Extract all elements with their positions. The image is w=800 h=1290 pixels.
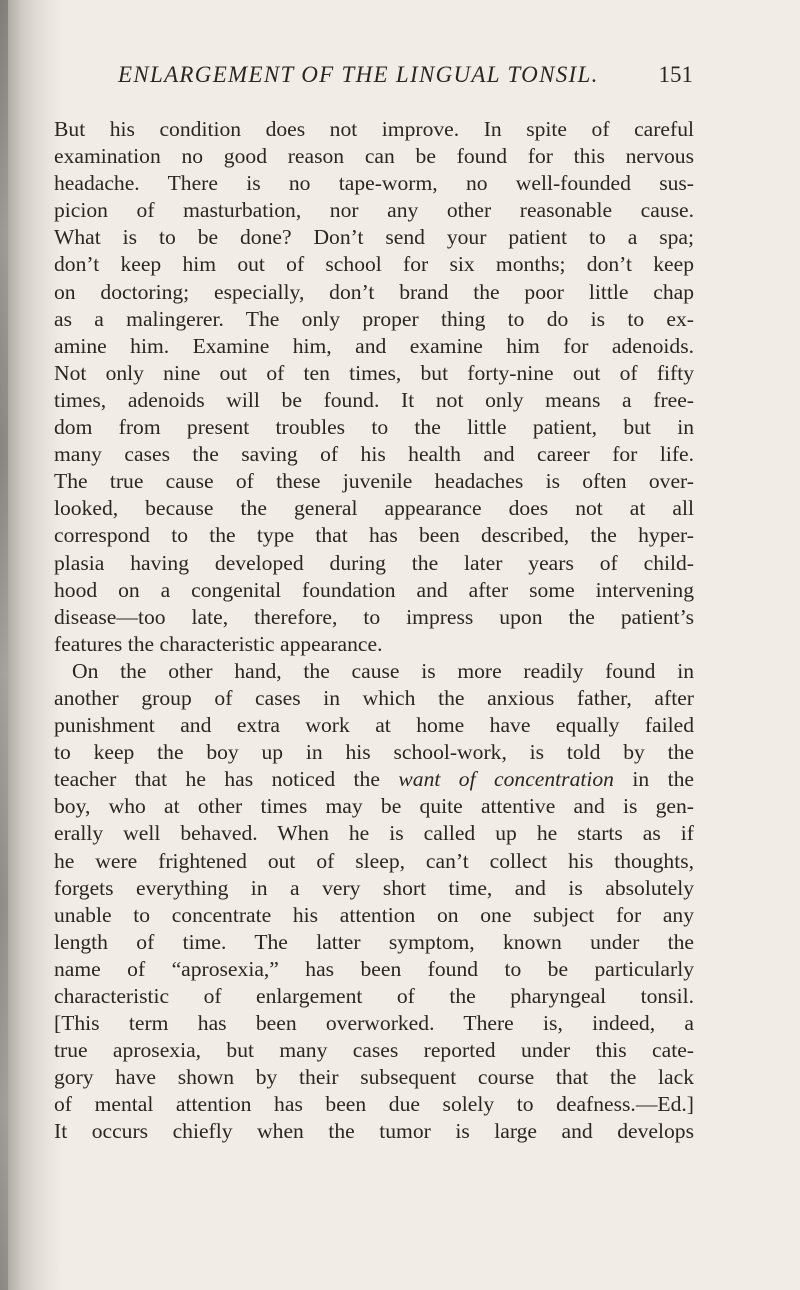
text-line-2: examination no good reason can be found for this nervous [54, 144, 694, 169]
text-line-16: correspond to the type that has been described, the hyper- [54, 523, 694, 548]
text-line-15: looked, because the general appearance does not at all [54, 496, 694, 521]
text-line-12: dom from present troubles to the little patient, but in [54, 415, 694, 440]
text-line-24: to keep the boy up in his school-work, is told by the [54, 740, 694, 765]
text-line-31: length of time. The latter symptom, known under the [54, 929, 694, 954]
text-line-9: amine him. Examine him, and examine him for adenoids. [54, 333, 694, 358]
text-line-19: disease—too late, therefore, to impress upon the patient’s [54, 604, 694, 629]
text-line-11: times, adenoids will be found. It not only means a free- [54, 387, 694, 412]
body-text [54, 116, 694, 1146]
text-line-37: of mental attention has been due solely to deafness.—Ed.] [54, 1092, 694, 1117]
page-number: 151 [658, 62, 693, 87]
text-line-18: hood on a congenital foundation and after some intervening [54, 577, 694, 602]
text-line-8: as a malingerer. The only proper thing to do is to ex- [54, 306, 694, 331]
text-line-21: On the other hand, the cause is more readily found in [72, 658, 694, 683]
text-line-27: erally well behaved. When he is called up he starts as if [54, 821, 694, 846]
text-line-23: punishment and extra work at home have equally failed [54, 713, 694, 738]
text-line-4: picion of masturbation, nor any other reasonable cause. [54, 198, 694, 223]
text-line-13: many cases the saving of his health and career for life. [54, 442, 694, 467]
text-line-6: don’t keep him out of school for six months; don’t keep [54, 252, 694, 277]
text-line-14: The true cause of these juvenile headaches is often over- [54, 469, 694, 494]
text-line-17: plasia having developed during the later years of child- [54, 550, 694, 575]
text-line-25 [54, 766, 694, 793]
text-line-36: gory have shown by their subsequent course that the lack [54, 1065, 694, 1090]
binding-edge [0, 0, 8, 1290]
text-line-20: features the characteristic appearance. [54, 631, 383, 656]
text-line-3: headache. There is no tape-worm, no well-founded sus- [54, 171, 694, 196]
text-line-28: he were frightened out of sleep, can’t collect his thoughts, [54, 848, 694, 873]
page-header [118, 62, 693, 98]
text-line-34: [This term has been overworked. There is, indeed, a [54, 1011, 694, 1036]
page-gutter-shadow [0, 0, 62, 1290]
text-line-25-start: teacher that he has noticed the [54, 767, 399, 792]
running-head: ENLARGEMENT OF THE LINGUAL TONSIL. [118, 62, 599, 87]
text-line-32: name of “aprosexia,” has been found to be particularly [54, 956, 694, 981]
text-line-10: Not only nine out of ten times, but forty-nine out of fifty [54, 360, 694, 385]
text-line-35: true aprosexia, but many cases reported under this cate- [54, 1038, 694, 1063]
text-line-25-end: in the [613, 767, 694, 792]
italic-phrase: want of concentration [398, 767, 614, 792]
text-line-38: It occurs chiefly when the tumor is large and develops [54, 1119, 694, 1144]
text-line-22: another group of cases in which the anxious father, after [54, 685, 694, 710]
text-line-29: forgets everything in a very short time, and is absolutely [54, 875, 694, 900]
text-line-33: characteristic of enlargement of the pharyngeal tonsil. [54, 984, 694, 1008]
text-line-1: But his condition does not improve. In spite of careful [54, 117, 694, 141]
text-line-7: on doctoring; especially, don’t brand the poor little chap [54, 279, 694, 304]
text-line-30: unable to concentrate his attention on one subject for any [54, 902, 694, 927]
text-line-5: What is to be done? Don’t send your patient to a spa; [54, 225, 694, 250]
text-line-26: boy, who at other times may be quite attentive and is gen- [54, 794, 694, 819]
